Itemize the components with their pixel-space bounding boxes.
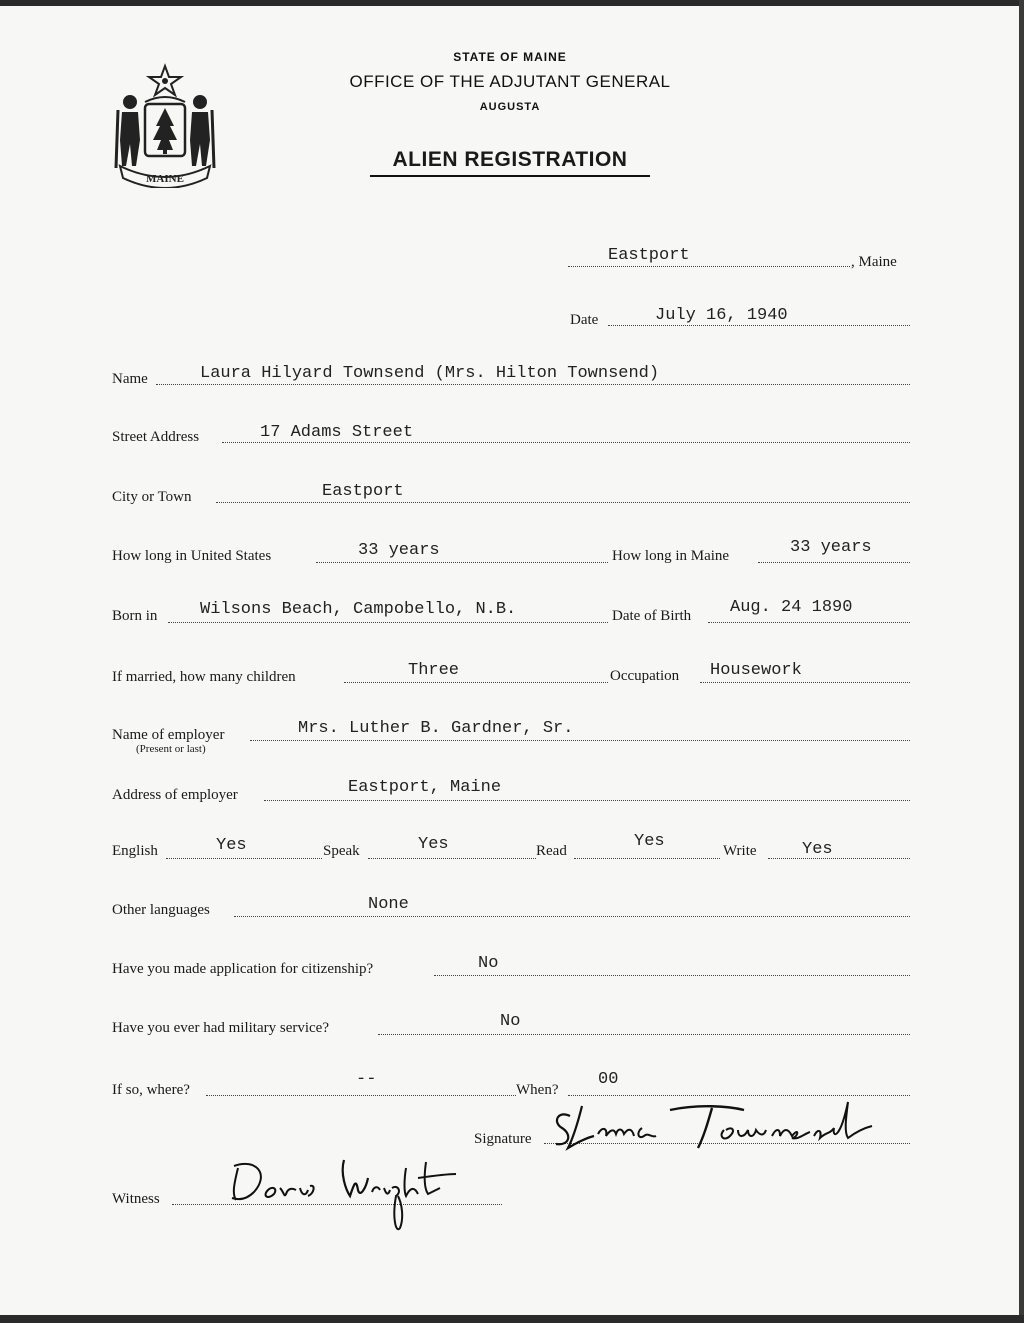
children-label: If married, how many children (112, 669, 296, 685)
other-languages-label: Other languages (112, 902, 210, 918)
employer-line (250, 740, 910, 741)
street-value: 17 Adams Street (260, 423, 414, 442)
witness-handwriting (226, 1148, 466, 1238)
maine-label: How long in Maine (612, 548, 730, 564)
write-label: Write (723, 843, 757, 859)
state-heading: STATE OF MAINE (453, 50, 567, 64)
occupation-line (700, 682, 910, 683)
read-line (574, 858, 720, 859)
witness-label: Witness (112, 1191, 160, 1207)
name-line (156, 384, 910, 385)
children-line (344, 682, 608, 683)
other-languages-value: None (368, 895, 409, 914)
citizenship-label: Have you made application for citizenship? (112, 961, 374, 977)
name-label: Name (112, 371, 148, 387)
military-label: Have you ever had military service? (112, 1020, 329, 1036)
name-value: Laura Hilyard Townsend (Mrs. Hilton Townsend) (200, 364, 660, 383)
citizenship-value: No (478, 954, 499, 973)
when-value: 00 (598, 1070, 619, 1089)
place-suffix: , Maine (851, 254, 897, 270)
military-value: No (500, 1012, 521, 1031)
scan-border-right (1019, 0, 1024, 1323)
signature-label: Signature (474, 1131, 532, 1147)
when-label: When? (516, 1082, 559, 1098)
speak-label: Speak (323, 843, 360, 859)
dob-value: Aug. 24 1890 (730, 598, 853, 617)
signature-handwriting (548, 1098, 878, 1158)
employer-address-label: Address of employer (112, 787, 238, 803)
write-value: Yes (802, 840, 833, 859)
dob-label: Date of Birth (612, 608, 692, 624)
born-value: Wilsons Beach, Campobello, N.B. (200, 600, 517, 619)
date-label: Date (570, 312, 599, 328)
born-label: Born in (112, 608, 158, 624)
street-line (222, 442, 910, 443)
occupation-value: Housework (710, 661, 802, 680)
born-line (168, 622, 608, 623)
street-label: Street Address (112, 429, 200, 445)
english-value: Yes (216, 836, 247, 855)
other-languages-line (234, 916, 910, 917)
office-heading: OFFICE OF THE ADJUTANT GENERAL (349, 72, 671, 91)
where-value: -- (356, 1070, 377, 1089)
children-value: Three (408, 661, 460, 680)
place-value: Eastport (608, 246, 690, 265)
when-line (568, 1095, 910, 1096)
city-value: Eastport (322, 482, 404, 501)
city-label: City or Town (112, 489, 192, 505)
place-line (568, 266, 850, 267)
employer-sublabel: (Present or last) (136, 743, 206, 755)
where-label: If so, where? (112, 1082, 190, 1098)
date-line (608, 325, 910, 326)
citizenship-line (434, 975, 910, 976)
us-line (316, 562, 608, 563)
military-line (378, 1034, 910, 1035)
maine-value: 33 years (790, 538, 872, 557)
seal-banner-text: MAINE (146, 173, 184, 185)
scan-border-bottom (0, 1315, 1024, 1323)
read-label: Read (536, 843, 567, 859)
english-label: English (112, 843, 158, 859)
city-line (216, 502, 910, 503)
city-heading: AUGUSTA (479, 101, 541, 113)
where-line (206, 1095, 516, 1096)
read-value: Yes (634, 832, 665, 851)
date-value: July 16, 1940 (655, 306, 788, 325)
english-line (166, 858, 322, 859)
scan-border-top (0, 0, 1024, 6)
occupation-label: Occupation (610, 668, 680, 684)
employer-label: Name of employer (112, 727, 225, 743)
maine-line (758, 562, 910, 563)
us-value: 33 years (358, 541, 440, 560)
form-title: ALIEN REGISTRATION (370, 148, 650, 177)
state-seal-icon (112, 62, 218, 188)
write-line (768, 858, 910, 859)
employer-value: Mrs. Luther B. Gardner, Sr. (298, 719, 574, 738)
dob-line (708, 622, 910, 623)
employer-address-value: Eastport, Maine (348, 778, 502, 797)
employer-address-line (264, 800, 910, 801)
speak-line (368, 858, 536, 859)
speak-value: Yes (418, 835, 449, 854)
us-label: How long in United States (112, 548, 272, 564)
